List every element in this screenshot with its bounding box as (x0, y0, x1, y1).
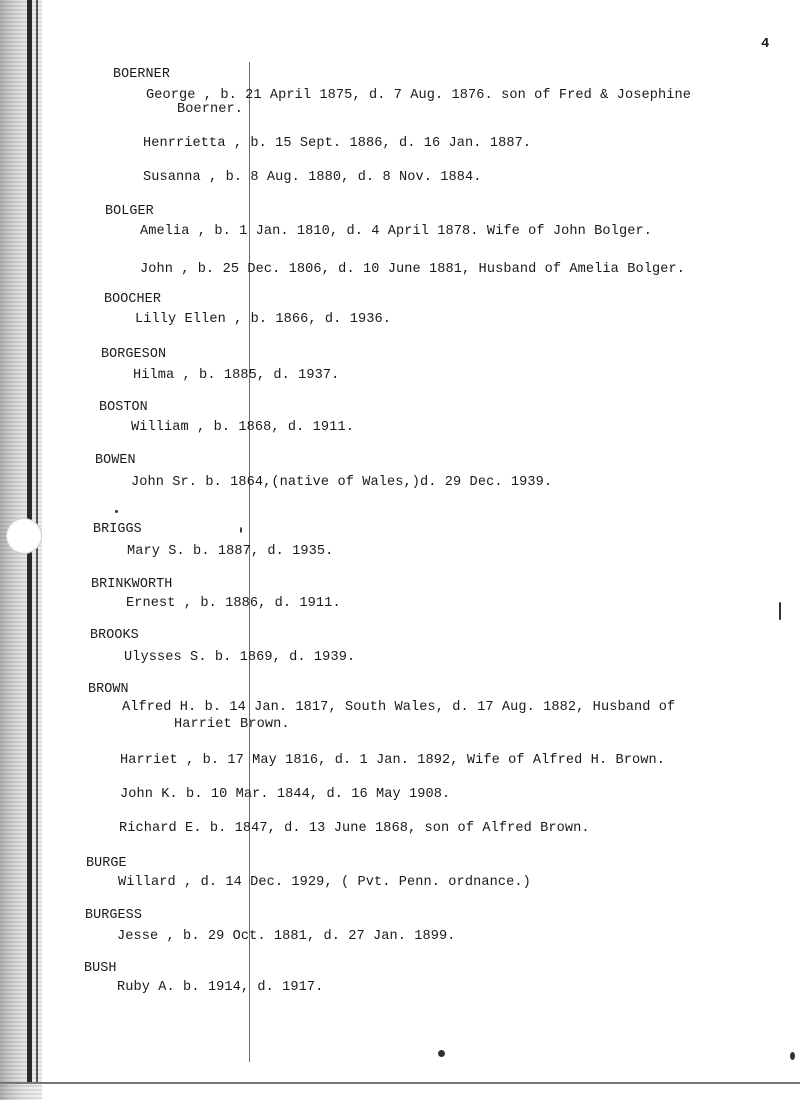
surname-borgeson: BORGESON (101, 347, 167, 362)
entry-line: Mary S. b. 1887, d. 1935. (127, 544, 334, 559)
entry-line: Susanna , b. 8 Aug. 1880, d. 8 Nov. 1884. (143, 170, 482, 185)
entry-line: George , b. 21 April 1875, d. 7 Aug. 1876. son of Fred & Josephine (146, 88, 691, 103)
bottom-edge-line (0, 1082, 800, 1084)
surname-briggs: BRIGGS (93, 522, 142, 537)
surname-brinkworth: BRINKWORTH (91, 577, 173, 592)
entry-line: John K. b. 10 Mar. 1844, d. 16 May 1908. (120, 787, 451, 802)
surname-brooks: BROOKS (90, 628, 139, 643)
entry-line: Alfred H. b. 14 Jan. 1817, South Wales, d. 17 Aug. 1882, Husband of (122, 700, 676, 715)
entry-line: Richard E. b. 1847, d. 13 June 1868, son of Alfred Brown. (119, 821, 590, 836)
surname-bowen: BOWEN (95, 453, 136, 468)
scan-speck (438, 1050, 445, 1057)
entry-line: Ernest , b. 1886, d. 1911. (126, 596, 341, 611)
surname-boston: BOSTON (99, 400, 148, 415)
surname-burgess: BURGESS (85, 908, 142, 923)
entry-line: Hilma , b. 1885, d. 1937. (133, 368, 340, 383)
entry-line: Amelia , b. 1 Jan. 1810, d. 4 April 1878. Wife of John Bolger. (140, 224, 652, 239)
entry-line: Henrrietta , b. 15 Sept. 1886, d. 16 Jan. 1887. (143, 136, 532, 151)
surname-bolger: BOLGER (105, 204, 154, 219)
vertical-fold-line (249, 62, 250, 1062)
entry-line: Harriet Brown. (174, 717, 290, 732)
entry-line: John Sr. b. 1864,(native of Wales,)d. 29 Dec. 1939. (131, 475, 553, 490)
entry-line: Jesse , b. 29 Oct. 1881, d. 27 Jan. 1899. (117, 929, 456, 944)
entry-line: Lilly Ellen , b. 1866, d. 1936. (135, 312, 391, 327)
entry-line: William , b. 1868, d. 1911. (131, 420, 354, 435)
scan-speck (779, 602, 781, 620)
surname-brown: BROWN (88, 682, 129, 697)
surname-boocher: BOOCHER (104, 292, 161, 307)
entry-line: Harriet , b. 17 May 1816, d. 1 Jan. 1892, Wife of Alfred H. Brown. (120, 753, 665, 768)
entry-line: Ulysses S. b. 1869, d. 1939. (124, 650, 356, 665)
entry-line: John , b. 25 Dec. 1806, d. 10 June 1881, Husband of Amelia Bolger. (140, 262, 685, 277)
scan-speck (240, 527, 242, 533)
entry-line: Boerner. (177, 102, 244, 117)
scan-speck (790, 1052, 795, 1060)
surname-burge: BURGE (86, 856, 127, 871)
page-number: 4 (761, 36, 770, 52)
surname-bush: BUSH (84, 961, 117, 976)
entry-line: Willard , d. 14 Dec. 1929, ( Pvt. Penn. ordnance.) (118, 875, 531, 890)
entry-line: Ruby A. b. 1914, d. 1917. (117, 980, 324, 995)
scan-speck (115, 510, 118, 513)
punch-hole (6, 518, 42, 554)
surname-boerner: BOERNER (113, 67, 170, 82)
